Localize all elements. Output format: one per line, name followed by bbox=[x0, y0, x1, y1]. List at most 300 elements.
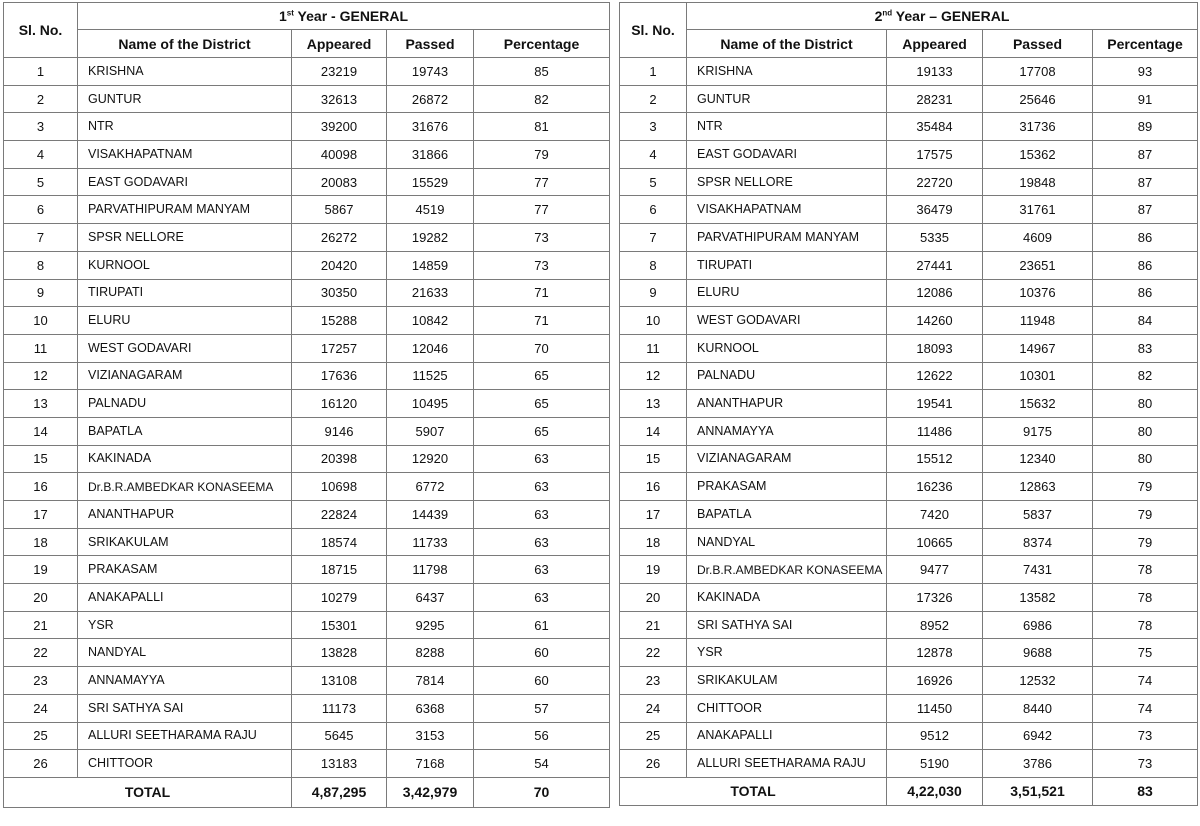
sl-no-cell: 19 bbox=[4, 556, 78, 584]
passed-cell: 15529 bbox=[387, 168, 474, 196]
percentage-cell: 89 bbox=[1093, 113, 1198, 141]
percentage-cell: 77 bbox=[474, 196, 610, 224]
percentage-cell: 63 bbox=[474, 556, 610, 584]
percentage-cell: 63 bbox=[474, 528, 610, 556]
district-cell: KRISHNA bbox=[687, 58, 887, 86]
appeared-cell: 5867 bbox=[292, 196, 387, 224]
table-row bbox=[4, 113, 610, 141]
appeared-cell: 18574 bbox=[292, 528, 387, 556]
district-cell: NANDYAL bbox=[78, 639, 292, 667]
sl-no-cell: 23 bbox=[620, 667, 687, 695]
total-label: TOTAL bbox=[4, 777, 292, 807]
appeared-cell: 20398 bbox=[292, 445, 387, 473]
district-cell: ELURU bbox=[78, 307, 292, 335]
second-year-table bbox=[619, 2, 1198, 806]
header-passed: Passed bbox=[983, 30, 1093, 58]
sl-no-cell: 11 bbox=[4, 334, 78, 362]
appeared-cell: 10698 bbox=[292, 473, 387, 501]
percentage-cell: 77 bbox=[474, 168, 610, 196]
passed-cell: 9688 bbox=[983, 639, 1093, 667]
sl-no-cell: 19 bbox=[620, 556, 687, 584]
district-cell: BAPATLA bbox=[687, 501, 887, 529]
appeared-cell: 20420 bbox=[292, 251, 387, 279]
table-row bbox=[4, 750, 610, 778]
percentage-cell: 86 bbox=[1093, 279, 1198, 307]
appeared-cell: 32613 bbox=[292, 85, 387, 113]
passed-cell: 31676 bbox=[387, 113, 474, 141]
district-cell: YSR bbox=[687, 639, 887, 667]
percentage-cell: 93 bbox=[1093, 58, 1198, 86]
passed-cell: 9295 bbox=[387, 611, 474, 639]
passed-cell: 11525 bbox=[387, 362, 474, 390]
appeared-cell: 11173 bbox=[292, 694, 387, 722]
percentage-cell: 79 bbox=[1093, 473, 1198, 501]
table-row bbox=[4, 722, 610, 750]
table-title: 2nd Year – GENERAL bbox=[687, 3, 1198, 30]
percentage-cell: 78 bbox=[1093, 584, 1198, 612]
passed-cell: 15632 bbox=[983, 390, 1093, 418]
passed-cell: 19743 bbox=[387, 58, 474, 86]
district-cell: CHITTOOR bbox=[687, 694, 887, 722]
percentage-cell: 60 bbox=[474, 667, 610, 695]
total-passed: 3,51,521 bbox=[983, 777, 1093, 805]
passed-cell: 12920 bbox=[387, 445, 474, 473]
passed-cell: 7168 bbox=[387, 750, 474, 778]
percentage-cell: 73 bbox=[474, 251, 610, 279]
district-cell: EAST GODAVARI bbox=[687, 141, 887, 169]
district-cell: VISAKHAPATNAM bbox=[687, 196, 887, 224]
sl-no-cell: 25 bbox=[4, 722, 78, 750]
table-row bbox=[4, 417, 610, 445]
table-row bbox=[620, 113, 1198, 141]
sl-no-cell: 3 bbox=[620, 113, 687, 141]
passed-cell: 4609 bbox=[983, 224, 1093, 252]
sl-no-cell: 1 bbox=[4, 58, 78, 86]
table-row bbox=[620, 307, 1198, 335]
total-row bbox=[4, 777, 610, 807]
appeared-cell: 15512 bbox=[887, 445, 983, 473]
appeared-cell: 12086 bbox=[887, 279, 983, 307]
district-cell: GUNTUR bbox=[78, 85, 292, 113]
appeared-cell: 9146 bbox=[292, 417, 387, 445]
appeared-cell: 17575 bbox=[887, 141, 983, 169]
passed-cell: 21633 bbox=[387, 279, 474, 307]
district-cell: Dr.B.R.AMBEDKAR KONASEEMA bbox=[687, 556, 887, 584]
table-row bbox=[4, 639, 610, 667]
passed-cell: 6986 bbox=[983, 611, 1093, 639]
passed-cell: 23651 bbox=[983, 251, 1093, 279]
table-row bbox=[620, 390, 1198, 418]
percentage-cell: 87 bbox=[1093, 196, 1198, 224]
table-row bbox=[620, 445, 1198, 473]
district-cell: ELURU bbox=[687, 279, 887, 307]
header-appeared: Appeared bbox=[887, 30, 983, 58]
district-cell: ANAKAPALLI bbox=[78, 584, 292, 612]
passed-cell: 8440 bbox=[983, 694, 1093, 722]
passed-cell: 10842 bbox=[387, 307, 474, 335]
district-cell: SPSR NELLORE bbox=[687, 168, 887, 196]
sl-no-cell: 24 bbox=[620, 694, 687, 722]
table-row bbox=[620, 694, 1198, 722]
appeared-cell: 28231 bbox=[887, 85, 983, 113]
percentage-cell: 78 bbox=[1093, 611, 1198, 639]
appeared-cell: 40098 bbox=[292, 141, 387, 169]
table-row bbox=[4, 501, 610, 529]
table-row bbox=[620, 584, 1198, 612]
table-row bbox=[4, 528, 610, 556]
district-cell: SRIKAKULAM bbox=[687, 667, 887, 695]
percentage-cell: 79 bbox=[1093, 501, 1198, 529]
sl-no-cell: 7 bbox=[4, 224, 78, 252]
percentage-cell: 82 bbox=[1093, 362, 1198, 390]
passed-cell: 7814 bbox=[387, 667, 474, 695]
passed-cell: 6368 bbox=[387, 694, 474, 722]
sl-no-cell: 13 bbox=[4, 390, 78, 418]
district-cell: PRAKASAM bbox=[687, 473, 887, 501]
table-row bbox=[4, 168, 610, 196]
percentage-cell: 70 bbox=[474, 334, 610, 362]
sl-no-cell: 22 bbox=[620, 639, 687, 667]
passed-cell: 19282 bbox=[387, 224, 474, 252]
sl-no-cell: 6 bbox=[4, 196, 78, 224]
table-row bbox=[620, 528, 1198, 556]
percentage-cell: 74 bbox=[1093, 667, 1198, 695]
district-cell: KURNOOL bbox=[78, 251, 292, 279]
appeared-cell: 12622 bbox=[887, 362, 983, 390]
percentage-cell: 60 bbox=[474, 639, 610, 667]
appeared-cell: 19133 bbox=[887, 58, 983, 86]
sl-no-cell: 16 bbox=[620, 473, 687, 501]
appeared-cell: 23219 bbox=[292, 58, 387, 86]
sl-no-cell: 26 bbox=[620, 750, 687, 778]
appeared-cell: 10279 bbox=[292, 584, 387, 612]
district-cell: TIRUPATI bbox=[78, 279, 292, 307]
passed-cell: 14859 bbox=[387, 251, 474, 279]
header-appeared: Appeared bbox=[292, 30, 387, 58]
sl-no-cell: 15 bbox=[4, 445, 78, 473]
table-row bbox=[4, 445, 610, 473]
percentage-cell: 91 bbox=[1093, 85, 1198, 113]
district-cell: SRI SATHYA SAI bbox=[687, 611, 887, 639]
sl-no-cell: 14 bbox=[4, 417, 78, 445]
table-row bbox=[4, 279, 610, 307]
percentage-cell: 65 bbox=[474, 362, 610, 390]
header-sl-no: Sl. No. bbox=[620, 3, 687, 58]
passed-cell: 11733 bbox=[387, 528, 474, 556]
district-cell: YSR bbox=[78, 611, 292, 639]
total-label: TOTAL bbox=[620, 777, 887, 805]
table-row bbox=[620, 556, 1198, 584]
sl-no-cell: 8 bbox=[4, 251, 78, 279]
district-cell: PARVATHIPURAM MANYAM bbox=[78, 196, 292, 224]
percentage-cell: 79 bbox=[1093, 528, 1198, 556]
district-cell: PARVATHIPURAM MANYAM bbox=[687, 224, 887, 252]
table-title: 1st Year - GENERAL bbox=[78, 3, 610, 30]
sl-no-cell: 9 bbox=[620, 279, 687, 307]
district-cell: VIZIANAGARAM bbox=[78, 362, 292, 390]
district-cell: SRIKAKULAM bbox=[78, 528, 292, 556]
appeared-cell: 11450 bbox=[887, 694, 983, 722]
percentage-cell: 57 bbox=[474, 694, 610, 722]
appeared-cell: 9477 bbox=[887, 556, 983, 584]
district-cell: GUNTUR bbox=[687, 85, 887, 113]
sl-no-cell: 4 bbox=[620, 141, 687, 169]
table-row bbox=[4, 307, 610, 335]
sl-no-cell: 18 bbox=[4, 528, 78, 556]
appeared-cell: 15288 bbox=[292, 307, 387, 335]
table-row bbox=[4, 584, 610, 612]
district-cell: PALNADU bbox=[78, 390, 292, 418]
appeared-cell: 11486 bbox=[887, 417, 983, 445]
passed-cell: 6772 bbox=[387, 473, 474, 501]
appeared-cell: 15301 bbox=[292, 611, 387, 639]
passed-cell: 3786 bbox=[983, 750, 1093, 778]
appeared-cell: 13183 bbox=[292, 750, 387, 778]
passed-cell: 10301 bbox=[983, 362, 1093, 390]
percentage-cell: 63 bbox=[474, 445, 610, 473]
district-cell: NTR bbox=[78, 113, 292, 141]
percentage-cell: 79 bbox=[474, 141, 610, 169]
table-row bbox=[620, 667, 1198, 695]
passed-cell: 8288 bbox=[387, 639, 474, 667]
percentage-cell: 80 bbox=[1093, 417, 1198, 445]
table-row bbox=[620, 85, 1198, 113]
district-cell: VISAKHAPATNAM bbox=[78, 141, 292, 169]
passed-cell: 8374 bbox=[983, 528, 1093, 556]
sl-no-cell: 20 bbox=[4, 584, 78, 612]
sl-no-cell: 8 bbox=[620, 251, 687, 279]
sl-no-cell: 11 bbox=[620, 334, 687, 362]
percentage-cell: 71 bbox=[474, 279, 610, 307]
sl-no-cell: 25 bbox=[620, 722, 687, 750]
total-row bbox=[620, 777, 1198, 805]
passed-cell: 15362 bbox=[983, 141, 1093, 169]
table-row bbox=[620, 168, 1198, 196]
table-row bbox=[4, 694, 610, 722]
district-cell: ALLURI SEETHARAMA RAJU bbox=[78, 722, 292, 750]
table-row bbox=[620, 141, 1198, 169]
percentage-cell: 61 bbox=[474, 611, 610, 639]
percentage-cell: 87 bbox=[1093, 168, 1198, 196]
percentage-cell: 78 bbox=[1093, 556, 1198, 584]
sl-no-cell: 2 bbox=[620, 85, 687, 113]
appeared-cell: 36479 bbox=[887, 196, 983, 224]
percentage-cell: 82 bbox=[474, 85, 610, 113]
sl-no-cell: 16 bbox=[4, 473, 78, 501]
appeared-cell: 16120 bbox=[292, 390, 387, 418]
passed-cell: 10495 bbox=[387, 390, 474, 418]
district-cell: VIZIANAGARAM bbox=[687, 445, 887, 473]
sl-no-cell: 9 bbox=[4, 279, 78, 307]
total-percentage: 70 bbox=[474, 777, 610, 807]
percentage-cell: 65 bbox=[474, 417, 610, 445]
district-cell: NANDYAL bbox=[687, 528, 887, 556]
first-year-table bbox=[3, 2, 610, 808]
sl-no-cell: 22 bbox=[4, 639, 78, 667]
appeared-cell: 13108 bbox=[292, 667, 387, 695]
passed-cell: 31866 bbox=[387, 141, 474, 169]
sl-no-cell: 5 bbox=[620, 168, 687, 196]
district-cell: KAKINADA bbox=[687, 584, 887, 612]
header-passed: Passed bbox=[387, 30, 474, 58]
sl-no-cell: 26 bbox=[4, 750, 78, 778]
table-row bbox=[620, 611, 1198, 639]
percentage-cell: 71 bbox=[474, 307, 610, 335]
table-row bbox=[4, 224, 610, 252]
percentage-cell: 54 bbox=[474, 750, 610, 778]
appeared-cell: 17326 bbox=[887, 584, 983, 612]
total-appeared: 4,22,030 bbox=[887, 777, 983, 805]
total-percentage: 83 bbox=[1093, 777, 1198, 805]
district-cell: WEST GODAVARI bbox=[78, 334, 292, 362]
sl-no-cell: 6 bbox=[620, 196, 687, 224]
percentage-cell: 86 bbox=[1093, 224, 1198, 252]
sl-no-cell: 24 bbox=[4, 694, 78, 722]
sl-no-cell: 10 bbox=[4, 307, 78, 335]
percentage-cell: 80 bbox=[1093, 390, 1198, 418]
appeared-cell: 19541 bbox=[887, 390, 983, 418]
sl-no-cell: 5 bbox=[4, 168, 78, 196]
table-row bbox=[4, 473, 610, 501]
percentage-cell: 63 bbox=[474, 584, 610, 612]
total-appeared: 4,87,295 bbox=[292, 777, 387, 807]
sl-no-cell: 21 bbox=[4, 611, 78, 639]
percentage-cell: 73 bbox=[1093, 722, 1198, 750]
percentage-cell: 56 bbox=[474, 722, 610, 750]
sl-no-cell: 17 bbox=[620, 501, 687, 529]
passed-cell: 13582 bbox=[983, 584, 1093, 612]
passed-cell: 14439 bbox=[387, 501, 474, 529]
percentage-cell: 75 bbox=[1093, 639, 1198, 667]
appeared-cell: 20083 bbox=[292, 168, 387, 196]
header-percentage: Percentage bbox=[1093, 30, 1198, 58]
sl-no-cell: 10 bbox=[620, 307, 687, 335]
table-row bbox=[4, 251, 610, 279]
table-row bbox=[4, 390, 610, 418]
sl-no-cell: 14 bbox=[620, 417, 687, 445]
passed-cell: 14967 bbox=[983, 334, 1093, 362]
appeared-cell: 14260 bbox=[887, 307, 983, 335]
passed-cell: 31736 bbox=[983, 113, 1093, 141]
appeared-cell: 17636 bbox=[292, 362, 387, 390]
district-cell: KURNOOL bbox=[687, 334, 887, 362]
passed-cell: 17708 bbox=[983, 58, 1093, 86]
sl-no-cell: 21 bbox=[620, 611, 687, 639]
district-cell: ANANTHAPUR bbox=[78, 501, 292, 529]
table-row bbox=[620, 417, 1198, 445]
sl-no-cell: 13 bbox=[620, 390, 687, 418]
district-cell: CHITTOOR bbox=[78, 750, 292, 778]
table-row bbox=[620, 639, 1198, 667]
district-cell: SRI SATHYA SAI bbox=[78, 694, 292, 722]
sl-no-cell: 3 bbox=[4, 113, 78, 141]
table-row bbox=[620, 722, 1198, 750]
table-row bbox=[4, 141, 610, 169]
passed-cell: 6942 bbox=[983, 722, 1093, 750]
passed-cell: 7431 bbox=[983, 556, 1093, 584]
sl-no-cell: 23 bbox=[4, 667, 78, 695]
appeared-cell: 22824 bbox=[292, 501, 387, 529]
table-row bbox=[4, 667, 610, 695]
header-district: Name of the District bbox=[78, 30, 292, 58]
passed-cell: 5907 bbox=[387, 417, 474, 445]
table-row bbox=[620, 224, 1198, 252]
district-cell: PALNADU bbox=[687, 362, 887, 390]
percentage-cell: 83 bbox=[1093, 334, 1198, 362]
percentage-cell: 63 bbox=[474, 501, 610, 529]
appeared-cell: 7420 bbox=[887, 501, 983, 529]
passed-cell: 4519 bbox=[387, 196, 474, 224]
percentage-cell: 85 bbox=[474, 58, 610, 86]
appeared-cell: 35484 bbox=[887, 113, 983, 141]
appeared-cell: 27441 bbox=[887, 251, 983, 279]
passed-cell: 31761 bbox=[983, 196, 1093, 224]
table-row bbox=[620, 362, 1198, 390]
table-row bbox=[620, 196, 1198, 224]
table-row bbox=[4, 58, 610, 86]
passed-cell: 26872 bbox=[387, 85, 474, 113]
appeared-cell: 18093 bbox=[887, 334, 983, 362]
table-row bbox=[4, 611, 610, 639]
district-cell: PRAKASAM bbox=[78, 556, 292, 584]
sl-no-cell: 1 bbox=[620, 58, 687, 86]
sl-no-cell: 18 bbox=[620, 528, 687, 556]
table-row bbox=[620, 473, 1198, 501]
appeared-cell: 13828 bbox=[292, 639, 387, 667]
percentage-cell: 74 bbox=[1093, 694, 1198, 722]
table-row bbox=[4, 196, 610, 224]
percentage-cell: 80 bbox=[1093, 445, 1198, 473]
header-sl-no: Sl. No. bbox=[4, 3, 78, 58]
passed-cell: 6437 bbox=[387, 584, 474, 612]
header-percentage: Percentage bbox=[474, 30, 610, 58]
appeared-cell: 22720 bbox=[887, 168, 983, 196]
passed-cell: 12046 bbox=[387, 334, 474, 362]
passed-cell: 12340 bbox=[983, 445, 1093, 473]
district-cell: NTR bbox=[687, 113, 887, 141]
appeared-cell: 9512 bbox=[887, 722, 983, 750]
sl-no-cell: 7 bbox=[620, 224, 687, 252]
appeared-cell: 10665 bbox=[887, 528, 983, 556]
appeared-cell: 16926 bbox=[887, 667, 983, 695]
header-district: Name of the District bbox=[687, 30, 887, 58]
appeared-cell: 5190 bbox=[887, 750, 983, 778]
percentage-cell: 84 bbox=[1093, 307, 1198, 335]
passed-cell: 25646 bbox=[983, 85, 1093, 113]
table-row bbox=[620, 750, 1198, 778]
district-cell: ANNAMAYYA bbox=[78, 667, 292, 695]
district-cell: ALLURI SEETHARAMA RAJU bbox=[687, 750, 887, 778]
passed-cell: 11798 bbox=[387, 556, 474, 584]
district-cell: KRISHNA bbox=[78, 58, 292, 86]
sl-no-cell: 4 bbox=[4, 141, 78, 169]
percentage-cell: 73 bbox=[1093, 750, 1198, 778]
table-row bbox=[620, 58, 1198, 86]
sl-no-cell: 2 bbox=[4, 85, 78, 113]
district-cell: TIRUPATI bbox=[687, 251, 887, 279]
district-cell: WEST GODAVARI bbox=[687, 307, 887, 335]
district-cell: Dr.B.R.AMBEDKAR KONASEEMA bbox=[78, 473, 292, 501]
district-cell: SPSR NELLORE bbox=[78, 224, 292, 252]
appeared-cell: 12878 bbox=[887, 639, 983, 667]
appeared-cell: 18715 bbox=[292, 556, 387, 584]
percentage-cell: 73 bbox=[474, 224, 610, 252]
passed-cell: 10376 bbox=[983, 279, 1093, 307]
total-passed: 3,42,979 bbox=[387, 777, 474, 807]
table-row bbox=[4, 362, 610, 390]
table-row bbox=[4, 85, 610, 113]
passed-cell: 12863 bbox=[983, 473, 1093, 501]
